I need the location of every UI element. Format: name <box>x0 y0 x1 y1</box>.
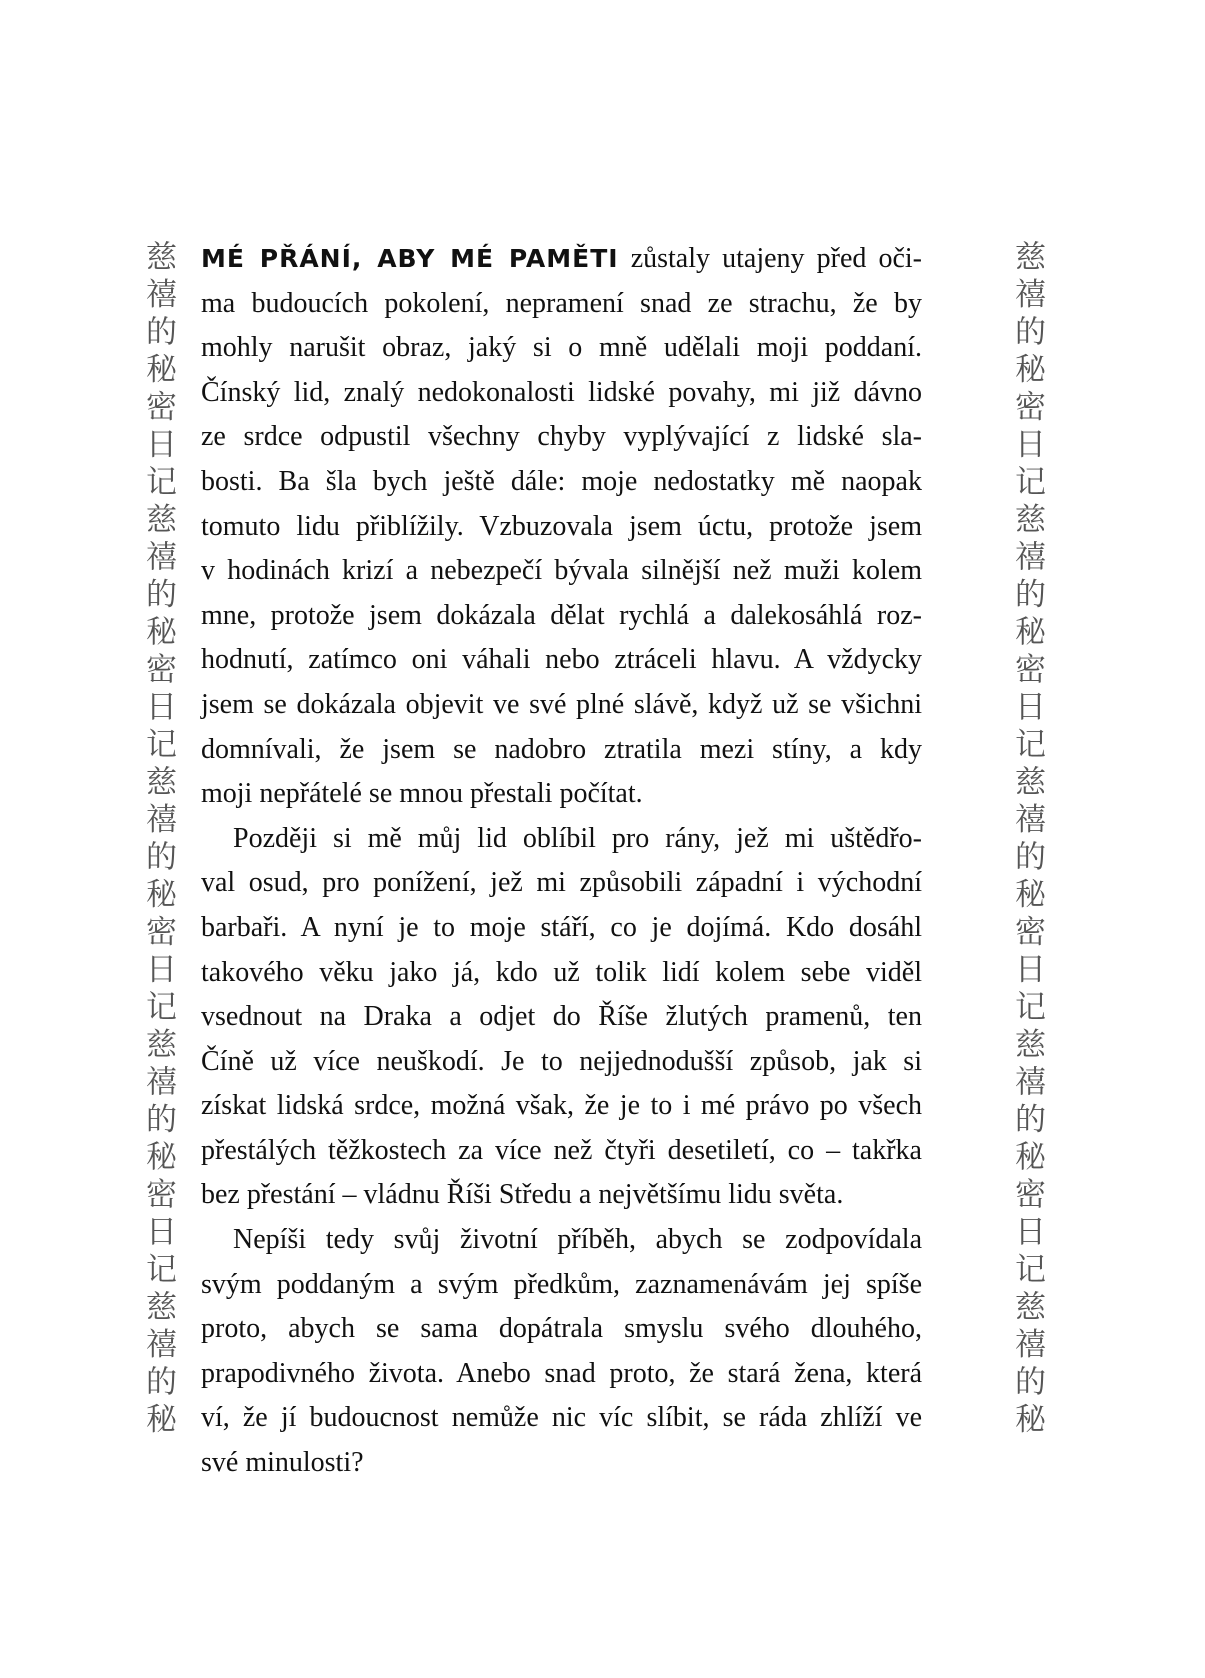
body-text <box>201 237 922 1486</box>
text-line: prapodivného života. Anebo snad proto, že stará žena, která <box>201 1357 922 1389</box>
text-line: v hodinách krizí a nebezpečí bývala silnější než muži kolem <box>201 555 922 587</box>
text-line: bez přestání – vládnu Říši Středu a největšímu lidu světa. <box>201 1179 844 1211</box>
text-line: přestálých těžkostech za více než čtyři desetiletí, co – takřka <box>201 1134 922 1166</box>
text-line: Číně už více neuškodí. Je to nejjednodušší způsob, jak si <box>201 1045 922 1077</box>
text-line: své minulosti? <box>201 1447 364 1479</box>
left-margin-decoration: 慈禧的秘密日记慈禧的秘密日记慈禧的秘密日记慈禧的秘密日记慈禧的秘 <box>140 240 176 1440</box>
text-line: proto, abych se sama dopátrala smyslu svého dlouhého, <box>201 1313 922 1345</box>
text-line: Nepíši tedy svůj životní příběh, abych se zodpovídala <box>233 1224 922 1256</box>
lead-in-heading: MÉ PŘÁNÍ, ABY MÉ PAMĚTI <box>201 244 619 273</box>
text-line: Později si mě můj lid oblíbil pro rány, jež mi uštědřo- <box>233 822 922 854</box>
paragraph <box>201 1218 922 1486</box>
text-line: získat lidská srdce, možná však, že je to i mé právo po všech <box>201 1090 922 1122</box>
text-line: svým poddaným a svým předkům, zaznamenávám jej spíše <box>201 1268 922 1300</box>
text-line: tomuto lidu přiblížily. Vzbuzovala jsem úctu, protože jsem <box>201 510 922 542</box>
text-line: barbaři. A nyní je to moje stáří, co je dojímá. Kdo dosáhl <box>201 911 922 943</box>
text-line: Čínský lid, znalý nedokonalosti lidské povahy, mi již dávno <box>201 376 922 408</box>
text-line: ví, že jí budoucnost nemůže nic víc slíbit, se ráda zhlíží ve <box>201 1402 922 1434</box>
paragraph <box>201 817 922 1218</box>
text-line: bosti. Ba šla bych ještě dále: moje nedostatky mě naopak <box>201 465 922 497</box>
text-line: takového věku jako já, kdo už tolik lidí kolem sebe viděl <box>201 956 922 988</box>
text-line: mohly narušit obraz, jaký si o mně udělali moji poddaní. <box>201 332 922 364</box>
text-line: mne, protože jsem dokázala dělat rychlá a dalekosáhlá roz- <box>201 599 922 631</box>
text-line-content: zůstaly utajeny před oči- <box>630 243 923 274</box>
text-line: domnívali, že jsem se nadobro ztratila mezi stíny, a kdy <box>201 733 922 765</box>
text-line: hodnutí, zatímco oni váhali nebo ztráceli hlavu. A vždycky <box>201 644 922 676</box>
text-line: vsednout na Draka a odjet do Říše žlutých pramenů, ten <box>201 1001 922 1033</box>
text-line: jsem se dokázala objevit ve své plné slávě, když už se všichni <box>201 688 922 720</box>
text-line: ma budoucích pokolení, nepramení snad ze strachu, že by <box>201 287 922 319</box>
paragraph <box>201 237 922 817</box>
text-line: val osud, pro ponížení, jež mi způsobili západní i východní <box>201 867 922 899</box>
text-line: ze srdce odpustil všechny chyby vyplývající z lidské sla- <box>201 421 922 453</box>
text-line <box>201 237 922 282</box>
right-margin-decoration: 慈禧的秘密日记慈禧的秘密日记慈禧的秘密日记慈禧的秘密日记慈禧的秘 <box>1009 240 1045 1440</box>
text-line: moji nepřátelé se mnou přestali počítat. <box>201 778 643 810</box>
